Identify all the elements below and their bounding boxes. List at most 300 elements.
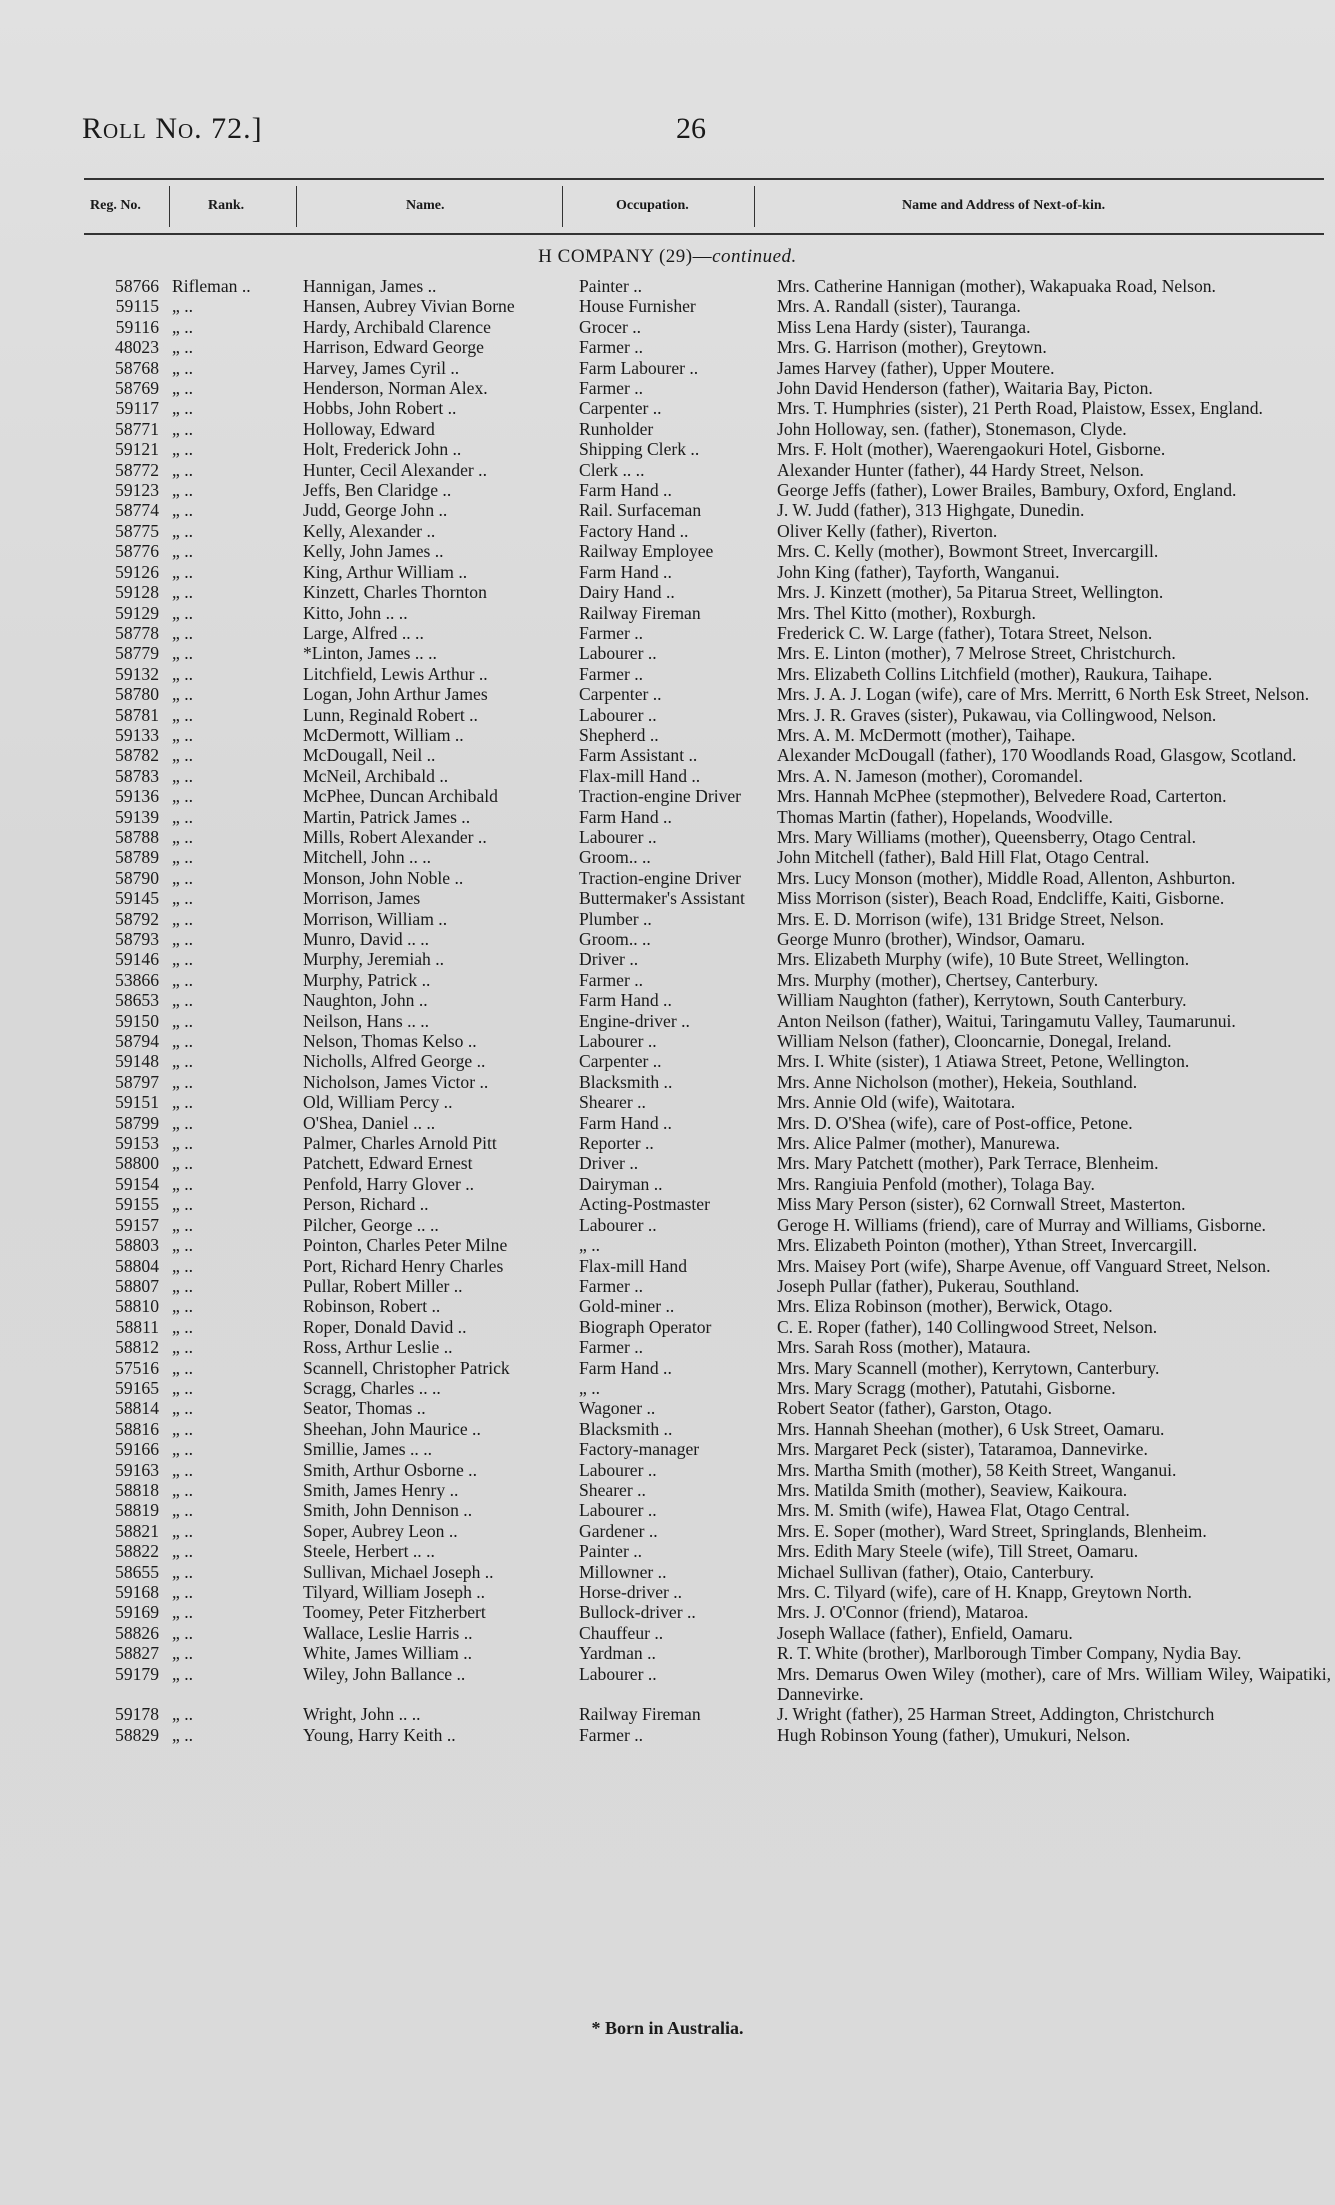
- table-row: [86, 562, 1331, 582]
- occupation: Bullock-driver ..: [579, 1602, 696, 1623]
- rank: „ ..: [172, 357, 194, 378]
- table-row: [86, 745, 1331, 765]
- rank: „ ..: [172, 806, 194, 827]
- reg-number: 59128: [115, 582, 159, 603]
- next-of-kin: Mrs. E. Soper (mother), Ward Street, Springlands, Blenheim.: [777, 1520, 1207, 1541]
- next-of-kin: C. E. Roper (father), 140 Collingwood Street, Nelson.: [777, 1316, 1158, 1337]
- reg-number: 59155: [115, 1194, 159, 1215]
- occupation: Gold-miner ..: [579, 1296, 675, 1317]
- occupation: Farm Labourer ..: [579, 357, 699, 378]
- table-row: [86, 1521, 1331, 1541]
- table-row: [86, 868, 1331, 888]
- column-divider: [562, 186, 563, 227]
- reg-number: 58769: [115, 378, 159, 399]
- next-of-kin: John David Henderson (father), Waitaria Bay, Picton.: [777, 378, 1153, 399]
- occupation: Farm Hand ..: [579, 806, 672, 827]
- reg-number: 59123: [115, 480, 159, 501]
- reg-number: 58821: [115, 1520, 159, 1541]
- rank: „ ..: [172, 1561, 194, 1582]
- soldier-name: Smillie, James .. ..: [303, 1439, 433, 1460]
- rank: „ ..: [172, 378, 194, 399]
- soldier-name: Robinson, Robert ..: [303, 1296, 441, 1317]
- reg-number: 58776: [115, 541, 159, 562]
- reg-number: 59166: [115, 1439, 159, 1460]
- reg-number: 58792: [115, 908, 159, 929]
- next-of-kin: Mrs. J. Kinzett (mother), 5a Pitarua Street, Wellington.: [777, 582, 1164, 603]
- occupation: House Furnisher: [579, 296, 696, 317]
- rank: „ ..: [172, 888, 194, 909]
- soldier-name: Seator, Thomas ..: [303, 1398, 426, 1419]
- column-header-occupation: Occupation.: [616, 198, 689, 213]
- next-of-kin: Mrs. G. Harrison (mother), Greytown.: [777, 337, 1047, 358]
- next-of-kin: Oliver Kelly (father), Riverton.: [777, 520, 998, 541]
- table-row: [86, 1602, 1331, 1622]
- reg-number: 58766: [115, 276, 159, 296]
- occupation: Flax-mill Hand: [579, 1255, 687, 1276]
- reg-number: 58783: [115, 765, 159, 786]
- rank: „ ..: [172, 1071, 194, 1092]
- next-of-kin: Mrs. A. N. Jameson (mother), Coromandel.: [777, 765, 1083, 786]
- next-of-kin: Mrs. J. A. J. Logan (wife), care of Mrs. Merritt, 6 North Esk Street, Nelson.: [777, 684, 1310, 705]
- soldier-name: Hardy, Archibald Clarence: [303, 316, 491, 337]
- rank: „ ..: [172, 1194, 194, 1215]
- table-row: [86, 1296, 1331, 1316]
- soldier-name: Martin, Patrick James ..: [303, 806, 471, 827]
- reg-number: 59117: [115, 398, 159, 419]
- reg-number: 59178: [115, 1704, 159, 1725]
- soldier-name: Hunter, Cecil Alexander ..: [303, 459, 487, 480]
- soldier-name: Neilson, Hans .. ..: [303, 1010, 430, 1031]
- soldier-name: Smith, Arthur Osborne ..: [303, 1459, 477, 1480]
- soldier-name: O'Shea, Daniel .. ..: [303, 1112, 436, 1133]
- soldier-name: Nelson, Thomas Kelso ..: [303, 1031, 477, 1052]
- table-row: [86, 1051, 1331, 1071]
- table-row: [86, 970, 1331, 990]
- table-row: [86, 1643, 1331, 1663]
- reg-number: 53866: [115, 969, 159, 990]
- occupation: Groom.. ..: [579, 847, 651, 868]
- reg-number: 58807: [115, 1275, 159, 1296]
- soldier-name: Lunn, Reginald Robert ..: [303, 704, 478, 725]
- soldier-name: Kelly, Alexander ..: [303, 520, 436, 541]
- soldier-name: Murphy, Jeremiah ..: [303, 949, 445, 970]
- reg-number: 59157: [115, 1214, 159, 1235]
- soldier-name: Hansen, Aubrey Vivian Borne: [303, 296, 515, 317]
- table-row: [86, 1317, 1331, 1337]
- next-of-kin: Michael Sullivan (father), Otaio, Canterbury.: [777, 1561, 1094, 1582]
- table-row: [86, 603, 1331, 623]
- reg-number: 58781: [115, 704, 159, 725]
- table-row: [86, 460, 1331, 480]
- next-of-kin: John Mitchell (father), Bald Hill Flat, Otago Central.: [777, 847, 1150, 868]
- rank: „ ..: [172, 969, 194, 990]
- soldier-name: Patchett, Edward Ernest: [303, 1153, 473, 1174]
- next-of-kin: George Jeffs (father), Lower Brailes, Bambury, Oxford, England.: [777, 480, 1237, 501]
- soldier-name: Tilyard, William Joseph ..: [303, 1582, 486, 1602]
- rank: „ ..: [172, 949, 194, 970]
- table-row: [86, 949, 1331, 969]
- soldier-name: Nicholson, James Victor ..: [303, 1071, 489, 1092]
- reg-number: 57516: [115, 1357, 159, 1378]
- reg-number: 58794: [115, 1031, 159, 1052]
- next-of-kin: Mrs. A. M. McDermott (mother), Taihape.: [777, 724, 1076, 745]
- table-row: [86, 1256, 1331, 1276]
- table-row: [86, 1276, 1331, 1296]
- table-row: [86, 929, 1331, 949]
- reg-number: 59136: [115, 786, 159, 807]
- reg-number: 58819: [115, 1500, 159, 1521]
- occupation: Painter ..: [579, 276, 643, 296]
- roll-table: [86, 276, 1331, 1745]
- occupation: Factory Hand ..: [579, 520, 689, 541]
- table-row: [86, 296, 1331, 316]
- next-of-kin: J. Wright (father), 25 Harman Street, Addington, Christchurch: [777, 1704, 1215, 1725]
- next-of-kin: William Nelson (father), Clooncarnie, Donegal, Ireland.: [777, 1031, 1172, 1052]
- rank: „ ..: [172, 500, 194, 521]
- table-row: [86, 1174, 1331, 1194]
- table-row: [86, 847, 1331, 867]
- rank: „ ..: [172, 724, 194, 745]
- soldier-name: Munro, David .. ..: [303, 929, 430, 949]
- table-row: [86, 500, 1331, 520]
- occupation: Shipping Clerk ..: [579, 439, 700, 460]
- soldier-name: Nicholls, Alfred George ..: [303, 1051, 486, 1072]
- rank: „ ..: [172, 1418, 194, 1439]
- soldier-name: McNeil, Archibald ..: [303, 765, 449, 786]
- occupation: Blacksmith ..: [579, 1418, 673, 1439]
- next-of-kin: Thomas Martin (father), Hopelands, Woodville.: [777, 806, 1113, 827]
- reg-number: 59133: [115, 724, 159, 745]
- table-row: [86, 643, 1331, 663]
- reg-number: 59148: [115, 1051, 159, 1072]
- reg-number: 58814: [115, 1398, 159, 1419]
- soldier-name: Port, Richard Henry Charles: [303, 1255, 504, 1276]
- occupation: Labourer ..: [579, 1214, 657, 1235]
- next-of-kin: Mrs. Maisey Port (wife), Sharpe Avenue, off Vanguard Street, Nelson.: [777, 1255, 1271, 1276]
- occupation: Labourer ..: [579, 704, 657, 725]
- rank: „ ..: [172, 1663, 194, 1684]
- table-row: [86, 541, 1331, 561]
- next-of-kin: Mrs. Hannah McPhee (stepmother), Belvedere Road, Carterton.: [777, 786, 1227, 807]
- table-row: [86, 1153, 1331, 1173]
- page-number: 26: [676, 112, 706, 145]
- next-of-kin: Mrs. J. O'Connor (friend), Mataroa.: [777, 1602, 1029, 1623]
- table-row: [86, 909, 1331, 929]
- rank: „ ..: [172, 1316, 194, 1337]
- occupation: Chauffeur ..: [579, 1622, 664, 1643]
- table-row: [86, 1439, 1331, 1459]
- reg-number: 59115: [115, 296, 159, 317]
- soldier-name: Judd, George John ..: [303, 500, 448, 521]
- column-header-kin: Name and Address of Next-of-kin.: [902, 198, 1106, 213]
- rank: „ ..: [172, 704, 194, 725]
- next-of-kin: Mrs. C. Kelly (mother), Bowmont Street, Invercargill.: [777, 541, 1159, 562]
- next-of-kin: Geroge H. Williams (friend), care of Murray and Williams, Gisborne.: [777, 1214, 1266, 1235]
- table-row: [86, 1133, 1331, 1153]
- reg-number: 59116: [115, 316, 159, 337]
- soldier-name: Sheehan, John Maurice ..: [303, 1418, 481, 1439]
- rank: „ ..: [172, 867, 194, 888]
- table-row: [86, 480, 1331, 500]
- reg-number: 59129: [115, 602, 159, 623]
- section-heading: [0, 246, 1335, 268]
- occupation: Carpenter ..: [579, 684, 662, 705]
- table-row: [86, 1419, 1331, 1439]
- reg-number: 59179: [115, 1663, 159, 1684]
- next-of-kin: Mrs. Anne Nicholson (mother), Hekeia, Southland.: [777, 1071, 1138, 1092]
- occupation: Rail. Surfaceman: [579, 500, 702, 521]
- rank: „ ..: [172, 1357, 194, 1378]
- next-of-kin: William Naughton (father), Kerrytown, South Canterbury.: [777, 990, 1187, 1011]
- rank: „ ..: [172, 1296, 194, 1317]
- occupation: „ ..: [579, 1377, 601, 1398]
- next-of-kin: J. W. Judd (father), 313 Highgate, Dunedin.: [777, 500, 1085, 521]
- table-row: [86, 1337, 1331, 1357]
- table-row: [86, 378, 1331, 398]
- roll-number: Roll No. 72.]: [82, 112, 263, 145]
- next-of-kin: Alexander Hunter (father), 44 Hardy Street, Nelson.: [777, 459, 1144, 480]
- reg-number: 58812: [115, 1337, 159, 1358]
- reg-number: 58822: [115, 1541, 159, 1562]
- table-row: [86, 582, 1331, 602]
- rank: „ ..: [172, 296, 194, 317]
- rank: „ ..: [172, 1051, 194, 1072]
- rank: „ ..: [172, 745, 194, 766]
- reg-number: 58782: [115, 745, 159, 766]
- occupation: Horse-driver ..: [579, 1582, 683, 1602]
- reg-number: 59151: [115, 1092, 159, 1113]
- reg-number: 59126: [115, 561, 159, 582]
- section-title: H COMPANY (29)—: [538, 246, 713, 267]
- reg-number: 59153: [115, 1133, 159, 1154]
- next-of-kin: Mrs. E. Linton (mother), 7 Melrose Street, Christchurch.: [777, 643, 1176, 664]
- rank: „ ..: [172, 541, 194, 562]
- reg-number: 58790: [115, 867, 159, 888]
- reg-number: 59121: [115, 439, 159, 460]
- table-row: [86, 766, 1331, 786]
- rank: „ ..: [172, 1377, 194, 1398]
- column-header-reg: Reg. No.: [90, 198, 141, 213]
- next-of-kin: Mrs. C. Tilyard (wife), care of H. Knapp, Greytown North.: [777, 1582, 1192, 1602]
- rank: „ ..: [172, 765, 194, 786]
- rank: „ ..: [172, 1337, 194, 1358]
- footnote: * Born in Australia.: [591, 2018, 744, 2038]
- soldier-name: Smith, James Henry ..: [303, 1479, 459, 1500]
- soldier-name: Jeffs, Ben Claridge ..: [303, 480, 452, 501]
- table-row: [86, 786, 1331, 806]
- next-of-kin: Mrs. Lucy Monson (mother), Middle Road, Allenton, Ashburton.: [777, 867, 1236, 888]
- next-of-kin: R. T. White (brother), Marlborough Timber Company, Nydia Bay.: [777, 1643, 1242, 1664]
- occupation: Runholder: [579, 418, 654, 439]
- reg-number: 58653: [115, 990, 159, 1011]
- reg-number: 58789: [115, 847, 159, 868]
- next-of-kin: Joseph Pullar (father), Pukerau, Southland.: [777, 1275, 1080, 1296]
- occupation: Biograph Operator: [579, 1316, 712, 1337]
- occupation: Blacksmith ..: [579, 1071, 673, 1092]
- rank: „ ..: [172, 622, 194, 643]
- next-of-kin: Mrs. Elizabeth Collins Litchfield (mother), Raukura, Taihape.: [777, 663, 1213, 684]
- soldier-name: Large, Alfred .. ..: [303, 622, 424, 643]
- column-header-row: [84, 178, 1324, 235]
- table-row: [86, 1500, 1331, 1520]
- next-of-kin: Mrs. Mary Scannell (mother), Kerrytown, Canterbury.: [777, 1357, 1160, 1378]
- reg-number: 59163: [115, 1459, 159, 1480]
- next-of-kin: Mrs. D. O'Shea (wife), care of Post-office, Petone.: [777, 1112, 1133, 1133]
- reg-number: 58780: [115, 684, 159, 705]
- reg-number: 58829: [115, 1724, 159, 1745]
- next-of-kin: Mrs. Elizabeth Pointon (mother), Ythan Street, Invercargill.: [777, 1235, 1198, 1256]
- occupation: Yardman ..: [579, 1643, 656, 1664]
- occupation: Engine-driver ..: [579, 1010, 690, 1031]
- occupation: Labourer ..: [579, 826, 657, 847]
- rank: „ ..: [172, 929, 194, 949]
- table-row: [86, 807, 1331, 827]
- next-of-kin: Mrs. Martha Smith (mother), 58 Keith Street, Wanganui.: [777, 1459, 1177, 1480]
- table-row: [86, 1011, 1331, 1031]
- rank: „ ..: [172, 520, 194, 541]
- occupation: Farmer ..: [579, 663, 644, 684]
- next-of-kin: Mrs. Margaret Peck (sister), Tataramoa, Dannevirke.: [777, 1439, 1148, 1460]
- table-row: [86, 1031, 1331, 1051]
- reg-number: 58803: [115, 1235, 159, 1256]
- reg-number: 58811: [115, 1316, 159, 1337]
- rank: „ ..: [172, 1153, 194, 1174]
- table-row: [86, 1378, 1331, 1398]
- table-row: [86, 1664, 1331, 1705]
- rank: „ ..: [172, 459, 194, 480]
- occupation: Clerk .. ..: [579, 459, 645, 480]
- table-row: [86, 1398, 1331, 1418]
- occupation: Shearer ..: [579, 1479, 646, 1500]
- next-of-kin: John King (father), Tayforth, Wanganui.: [777, 561, 1060, 582]
- rank: „ ..: [172, 1031, 194, 1052]
- soldier-name: Mitchell, John .. ..: [303, 847, 432, 868]
- rank: „ ..: [172, 826, 194, 847]
- table-row: [86, 1541, 1331, 1561]
- rank: „ ..: [172, 602, 194, 623]
- next-of-kin: Mrs. Demarus Owen Wiley (mother), care of Mrs. William Wiley, Waipatiki, Dannevirke.: [777, 1663, 1331, 1705]
- table-row: [86, 1582, 1331, 1602]
- soldier-name: Wright, John .. ..: [303, 1704, 421, 1725]
- rank: „ ..: [172, 1255, 194, 1276]
- occupation: Carpenter ..: [579, 398, 662, 419]
- occupation: Buttermaker's Assistant: [579, 888, 745, 909]
- soldier-name: Scragg, Charles .. ..: [303, 1377, 441, 1398]
- soldier-name: Harrison, Edward George: [303, 337, 484, 358]
- next-of-kin: Anton Neilson (father), Waitui, Taringamutu Valley, Taumarunui.: [777, 1010, 1236, 1031]
- table-row: [86, 398, 1331, 418]
- next-of-kin: Mrs. I. White (sister), 1 Atiawa Street, Petone, Wellington.: [777, 1051, 1190, 1072]
- rank: „ ..: [172, 480, 194, 501]
- table-row: [86, 1235, 1331, 1255]
- soldier-name: Soper, Aubrey Leon ..: [303, 1520, 458, 1541]
- occupation: Farmer ..: [579, 969, 644, 990]
- reg-number: 59132: [115, 663, 159, 684]
- next-of-kin: Mrs. Mary Williams (mother), Queensberry, Otago Central.: [777, 826, 1196, 847]
- column-divider: [754, 186, 755, 227]
- rank: „ ..: [172, 908, 194, 929]
- soldier-name: Kitto, John .. ..: [303, 602, 408, 623]
- occupation: Railway Employee: [579, 541, 714, 562]
- rank: „ ..: [172, 1520, 194, 1541]
- occupation: Grocer ..: [579, 316, 642, 337]
- next-of-kin: Alexander McDougall (father), 170 Woodlands Road, Glasgow, Scotland.: [777, 745, 1297, 766]
- soldier-name: Sullivan, Michael Joseph ..: [303, 1561, 494, 1582]
- rank: „ ..: [172, 316, 194, 337]
- reg-number: 58827: [115, 1643, 159, 1664]
- rank: „ ..: [172, 1582, 194, 1602]
- table-row: [86, 1358, 1331, 1378]
- reg-number: 48023: [115, 337, 159, 358]
- occupation: Farmer ..: [579, 378, 644, 399]
- occupation: Farm Hand ..: [579, 1357, 672, 1378]
- next-of-kin: Frederick C. W. Large (father), Totara Street, Nelson.: [777, 622, 1153, 643]
- reg-number: 58797: [115, 1071, 159, 1092]
- soldier-name: Henderson, Norman Alex.: [303, 378, 488, 399]
- occupation: Factory-manager: [579, 1439, 700, 1460]
- next-of-kin: Miss Morrison (sister), Beach Road, Endcliffe, Kaiti, Gisborne.: [777, 888, 1225, 909]
- next-of-kin: Mrs. Thel Kitto (mother), Roxburgh.: [777, 602, 1036, 623]
- next-of-kin: Miss Lena Hardy (sister), Tauranga.: [777, 316, 1031, 337]
- reg-number: 59145: [115, 888, 159, 909]
- occupation: Railway Fireman: [579, 1704, 701, 1725]
- soldier-name: Naughton, John ..: [303, 990, 428, 1011]
- soldier-name: Hobbs, John Robert ..: [303, 398, 457, 419]
- soldier-name: *Linton, James .. ..: [303, 643, 437, 664]
- occupation: Farm Assistant ..: [579, 745, 698, 766]
- occupation: Traction-engine Driver: [579, 786, 742, 807]
- rank: „ ..: [172, 1602, 194, 1623]
- table-row: [86, 1194, 1331, 1214]
- rank: „ ..: [172, 1235, 194, 1256]
- occupation: Farmer ..: [579, 337, 644, 358]
- reg-number: 58810: [115, 1296, 159, 1317]
- soldier-name: Wallace, Leslie Harris ..: [303, 1622, 473, 1643]
- next-of-kin: Mrs. Edith Mary Steele (wife), Till Street, Oamaru.: [777, 1541, 1139, 1562]
- soldier-name: Person, Richard ..: [303, 1194, 429, 1215]
- rank: „ ..: [172, 1704, 194, 1725]
- rank: „ ..: [172, 1643, 194, 1664]
- reg-number: 58826: [115, 1622, 159, 1643]
- rank: „ ..: [172, 398, 194, 419]
- occupation: Farm Hand ..: [579, 480, 672, 501]
- soldier-name: Holt, Frederick John ..: [303, 439, 462, 460]
- reg-number: 59169: [115, 1602, 159, 1623]
- table-row: [86, 1562, 1331, 1582]
- table-row: [86, 1072, 1331, 1092]
- soldier-name: McPhee, Duncan Archibald: [303, 786, 498, 807]
- reg-number: 58793: [115, 929, 159, 949]
- rank: „ ..: [172, 1724, 194, 1745]
- next-of-kin: Mrs. Elizabeth Murphy (wife), 10 Bute Street, Wellington.: [777, 949, 1190, 970]
- rank: „ ..: [172, 1173, 194, 1194]
- soldier-name: Pointon, Charles Peter Milne: [303, 1235, 508, 1256]
- occupation: Farm Hand ..: [579, 990, 672, 1011]
- occupation: Labourer ..: [579, 1459, 657, 1480]
- next-of-kin: Mrs. Mary Patchett (mother), Park Terrace, Blenheim.: [777, 1153, 1159, 1174]
- occupation: Shearer ..: [579, 1092, 646, 1113]
- rank: „ ..: [172, 418, 194, 439]
- rank: „ ..: [172, 786, 194, 807]
- rank: „ ..: [172, 990, 194, 1011]
- table-row: [86, 276, 1331, 296]
- table-row: [86, 1704, 1331, 1724]
- reg-number: 58771: [115, 418, 159, 439]
- reg-number: 58772: [115, 459, 159, 480]
- reg-number: 59154: [115, 1173, 159, 1194]
- next-of-kin: Robert Seator (father), Garston, Otago.: [777, 1398, 1053, 1419]
- reg-number: 59168: [115, 1582, 159, 1602]
